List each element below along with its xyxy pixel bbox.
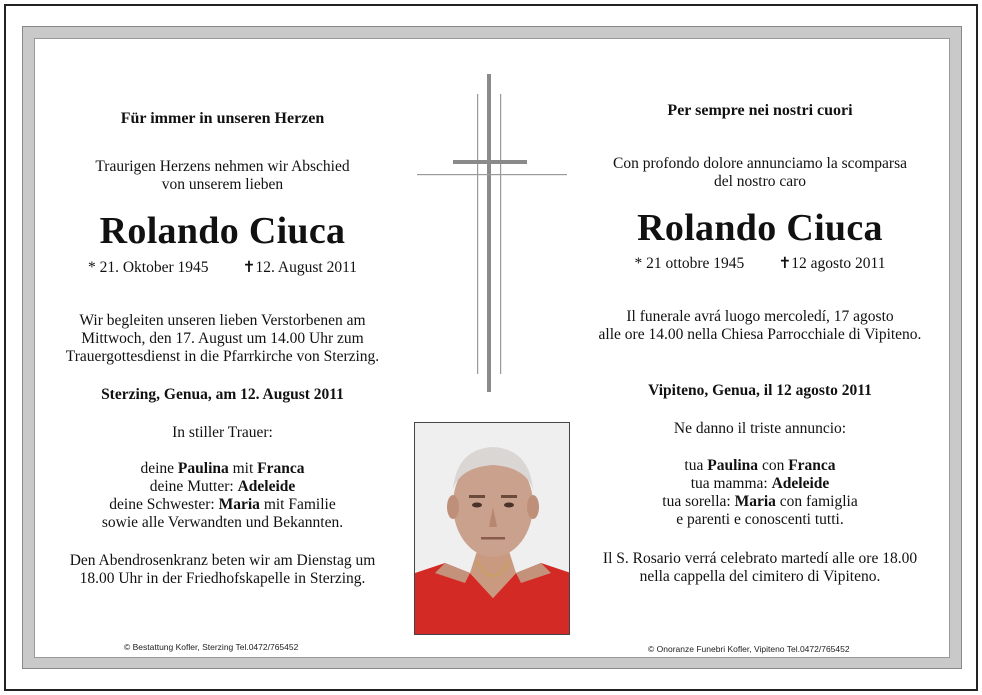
portrait-photo [414, 422, 570, 635]
italian-birth-date: * 21 ottobre 1945 [634, 255, 745, 272]
german-mourning-label: In stiller Trauer: [172, 424, 273, 441]
italian-death-date: ✝12 agosto 2011 [778, 255, 886, 272]
cross-icon [417, 74, 567, 392]
italian-rosary-info: Il S. Rosario verrá celebrato martedí alle ore 18.00 nella cappella del cimitero di Vipiteno. [602, 550, 918, 585]
german-funeral-info: Wir begleiten unseren lieben Verstorbenen am Mittwoch, den 17. August um 14.00 Uhr zum Trauergottesdienst in die Pfarrkirche von Sterzing. [65, 312, 380, 365]
german-dates [40, 258, 405, 277]
german-place-date: Sterzing, Genua, am 12. August 2011 [101, 386, 344, 403]
italian-copyright: © Onoranze Funebri Kofler, Vipiteno Tel.0472/765452 [648, 644, 850, 654]
german-rosary-info: Den Abendrosenkranz beten wir am Dienstag um 18.00 Uhr in der Friedhofskapelle in Sterzing. [69, 552, 376, 587]
german-deceased-name: Rolando Ciuca [99, 210, 346, 252]
german-death-date: ✝12. August 2011 [242, 259, 357, 276]
german-copyright: © Bestattung Kofler, Sterzing Tel.0472/765452 [124, 642, 299, 652]
italian-mourners-list: tua Paulina con Franca tua mamma: Adeleide tua sorella: Maria con famiglia e parenti e conoscenti tutti. [662, 457, 858, 528]
german-mourners-list: deine Paulina mit Franca deine Mutter: Adeleide deine Schwester: Maria mit Familie sowie alle Verwandten und Bekannten. [101, 460, 344, 531]
german-heading: Für immer in unseren Herzen [120, 110, 325, 127]
italian-intro: Con profondo dolore annunciamo la scomparsa del nostro caro [613, 155, 907, 190]
italian-funeral-info: Il funerale avrá luogo mercoledí, 17 agosto alle ore 14.00 nella Chiesa Parrocchiale di Vipiteno. [598, 308, 922, 343]
italian-heading: Per sempre nei nostri cuori [667, 102, 853, 119]
italian-place-date: Vipiteno, Genua, il 12 agosto 2011 [648, 382, 872, 399]
italian-mourning-label: Ne danno il triste annuncio: [673, 420, 847, 437]
german-intro: Traurigen Herzens nehmen wir Abschied von unserem lieben [95, 158, 350, 193]
italian-dates [565, 254, 955, 273]
german-birth-date: * 21. Oktober 1945 [87, 259, 209, 276]
italian-deceased-name: Rolando Ciuca [637, 207, 883, 249]
